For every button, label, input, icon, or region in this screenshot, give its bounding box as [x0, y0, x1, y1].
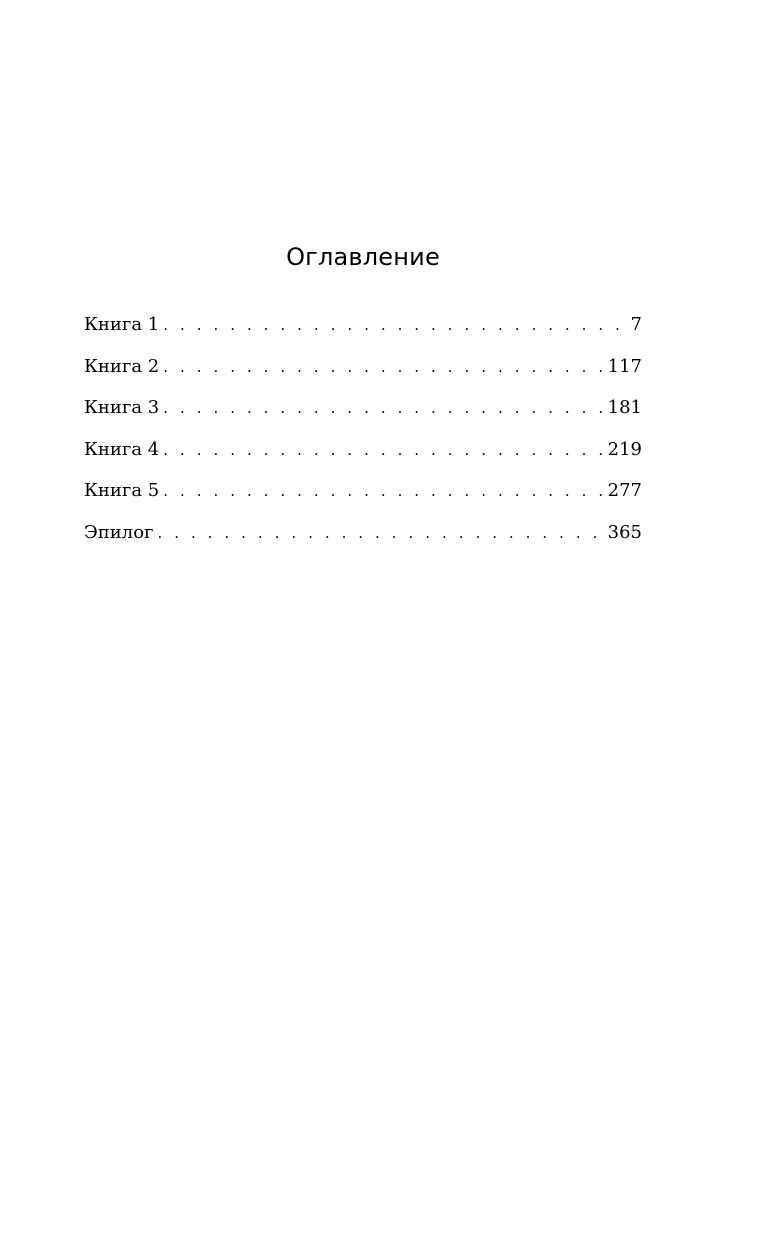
dot-leader: [163, 471, 603, 512]
page-title: Оглавление: [286, 243, 440, 271]
toc-entry-book-4[interactable]: [84, 429, 642, 471]
toc-entry-label: Книга 5: [84, 480, 160, 501]
toc-entry-label: Эпилог: [84, 521, 154, 543]
toc-list: [84, 304, 642, 553]
toc-entry-page-number: 117: [607, 355, 642, 377]
toc-entry-label: Книга 4: [84, 438, 160, 460]
dot-leader: [163, 388, 603, 429]
toc-entry-page-number: 219: [607, 438, 642, 460]
toc-entry-book-2[interactable]: [84, 346, 642, 388]
table-of-contents: [84, 238, 642, 553]
toc-entry-label: Книга 3: [84, 397, 160, 418]
toc-entry-label: Книга 2: [84, 355, 160, 377]
toc-entry-epilogue[interactable]: [84, 512, 642, 554]
toc-entry-page-number: 365: [607, 521, 642, 543]
toc-entry-book-3[interactable]: [84, 387, 642, 429]
toc-entry-page-number: 277: [607, 480, 642, 501]
toc-entry-page-number: 181: [607, 397, 642, 418]
toc-entry-label: Книга 1: [84, 314, 160, 335]
dot-leader: [163, 347, 603, 388]
toc-entry-book-1[interactable]: [84, 304, 642, 346]
dot-leader: [163, 305, 626, 346]
dot-leader: [157, 513, 603, 554]
toc-entry-book-5[interactable]: [84, 470, 642, 512]
toc-entry-page-number: 7: [630, 314, 642, 335]
dot-leader: [163, 430, 603, 471]
